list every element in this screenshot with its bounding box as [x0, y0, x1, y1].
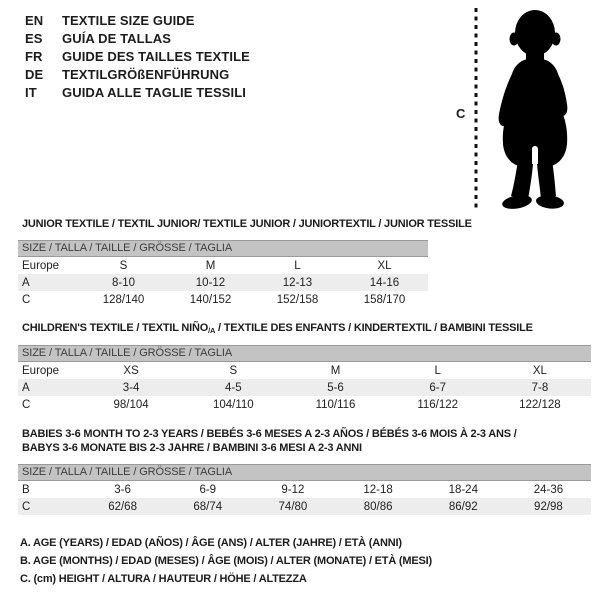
- age-cell: 7-8: [531, 381, 549, 394]
- age-cell: 12-18: [363, 483, 393, 496]
- height-cell: 68/74: [193, 500, 223, 513]
- table-row: [18, 481, 591, 498]
- height-cell: 128/140: [102, 293, 145, 306]
- section-heading-children: [22, 321, 533, 338]
- lang-row-de: [25, 66, 250, 84]
- height-cell: 62/68: [108, 500, 137, 513]
- heading-line-2: BABYS 3-6 MONATE BIS 2-3 JAHRE / BAMBINI 3-6 MESI A 2-3 ANNI: [22, 442, 362, 454]
- size-header-bar: SIZE / TALLA / TAILLE / GRÖSSE / TAGLIA: [18, 240, 428, 257]
- age-cell: 10-12: [195, 276, 226, 289]
- height-cell: 104/110: [212, 398, 254, 411]
- size-cell: XL: [532, 364, 547, 377]
- age-cell: 3-6: [114, 483, 131, 496]
- lang-code: EN: [25, 13, 44, 28]
- row-label: B: [22, 483, 30, 496]
- row-label: C: [22, 398, 31, 411]
- note-height-cm: C. (cm) HEIGHT / ALTURA / HAUTEUR / HÖHE / ALTEZZA: [20, 573, 307, 585]
- note-age-months: B. AGE (MONTHS) / EDAD (MESES) / ÂGE (MOIS) / ALTER (MONATE) / ETÀ (MESI): [20, 555, 432, 567]
- lang-title: GUÍA DE TALLAS: [62, 31, 172, 46]
- height-cell: 110/116: [315, 398, 356, 411]
- row-label: Europe: [22, 364, 60, 377]
- row-label: Europe: [22, 259, 60, 272]
- note-age-years: A. AGE (YEARS) / EDAD (AÑOS) / ÂGE (ANS) / ALTER (JAHRE) / ETÀ (ANNI): [20, 537, 402, 549]
- age-cell: 24-36: [533, 483, 564, 496]
- heading-line-1: BABIES 3-6 MONTH TO 2-3 YEARS / BEBÉS 3-6 MESES A 2-3 AÑOS / BÉBÉS 3-6 MOIS À 2-3 ANS /: [22, 428, 517, 440]
- lang-code: DE: [25, 67, 44, 82]
- language-list: [25, 12, 250, 102]
- height-cell: 140/152: [189, 293, 232, 306]
- height-cell: 152/158: [276, 293, 319, 306]
- size-cell: L: [434, 364, 441, 377]
- size-header-bar: SIZE / TALLA / TAILLE / GRÖSSE / TAGLIA: [18, 345, 591, 362]
- height-cell: 80/86: [363, 500, 393, 513]
- age-cell: 8-10: [111, 276, 136, 289]
- legend-notes: [20, 534, 432, 588]
- height-cell: 116/122: [417, 398, 459, 411]
- lang-title: TEXTILGRÖßENFÜHRUNG: [62, 67, 230, 82]
- age-cell: 9-12: [281, 483, 305, 496]
- height-cell: 98/104: [113, 398, 149, 411]
- age-cell: 6-9: [199, 483, 217, 496]
- size-header-bar: SIZE / TALLA / TAILLE / GRÖSSE / TAGLIA: [18, 464, 591, 481]
- row-label: A: [22, 381, 30, 394]
- baby-silhouette: [499, 10, 568, 211]
- lang-title: GUIDA ALLE TAGLIE TESSILI: [62, 85, 247, 100]
- lang-title: GUIDE DES TAILLES TEXTILE: [62, 49, 250, 64]
- size-cell: XL: [377, 259, 392, 272]
- height-measure-label: C: [456, 106, 466, 121]
- age-cell: 12-13: [282, 276, 313, 289]
- table-row: [18, 379, 591, 396]
- table-row: [18, 291, 428, 308]
- size-cell: L: [294, 259, 301, 272]
- table-row: [18, 274, 428, 291]
- age-cell: 3-4: [122, 381, 140, 394]
- row-label: C: [22, 500, 31, 513]
- lang-code: ES: [25, 31, 43, 46]
- size-cell: S: [119, 259, 128, 272]
- table-row: [18, 257, 428, 274]
- heading-text: CHILDREN'S TEXTILE / TEXTIL NIÑO: [22, 322, 209, 334]
- table-row: [18, 362, 591, 379]
- babies-size-table: [18, 464, 591, 515]
- size-cell: M: [205, 259, 216, 272]
- lang-row-fr: [25, 48, 250, 66]
- section-heading-junior: JUNIOR TEXTILE / TEXTIL JUNIOR/ TEXTILE JUNIOR / JUNIORTEXTIL / JUNIOR TESSILE: [22, 218, 472, 230]
- height-cell: 92/98: [534, 500, 563, 513]
- heading-text: / TEXTILE DES ENFANTS / KINDERTEXTIL / BAMBINI TESSILE: [215, 322, 533, 334]
- heading-subscript: /A: [208, 326, 216, 335]
- lang-title: TEXTILE SIZE GUIDE: [62, 13, 195, 28]
- table-row: [18, 396, 591, 413]
- lang-code: IT: [25, 85, 37, 100]
- height-cell: 74/80: [278, 500, 308, 513]
- table-row: [18, 498, 591, 515]
- age-cell: 18-24: [448, 483, 478, 496]
- junior-size-table: [18, 240, 428, 308]
- height-cell: 86/92: [448, 500, 478, 513]
- age-cell: 6-7: [429, 381, 447, 394]
- age-cell: 5-6: [327, 381, 344, 394]
- size-cell: S: [229, 364, 238, 377]
- lang-row-en: [25, 12, 250, 30]
- row-label: A: [22, 276, 30, 289]
- size-cell: M: [330, 364, 341, 377]
- lang-code: FR: [25, 49, 43, 64]
- lang-row-it: [25, 84, 250, 102]
- age-cell: 4-5: [224, 381, 242, 394]
- lang-row-es: [25, 30, 250, 48]
- section-heading-babies: [22, 427, 517, 455]
- children-size-table: [18, 345, 591, 413]
- height-cell: 122/128: [519, 398, 561, 411]
- baby-silhouette-figure: [468, 6, 595, 211]
- height-cell: 158/170: [363, 293, 406, 306]
- row-label: C: [22, 293, 31, 306]
- age-cell: 14-16: [369, 276, 400, 289]
- size-cell: XS: [123, 364, 139, 377]
